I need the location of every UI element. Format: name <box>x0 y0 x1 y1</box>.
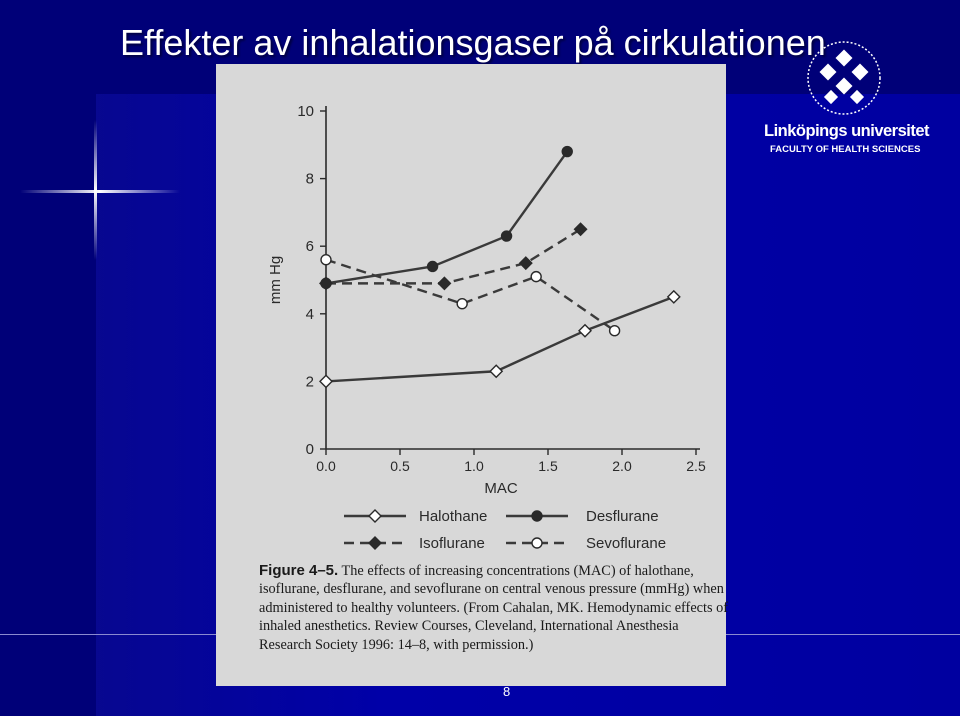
sevoflurane-series-line <box>326 260 615 331</box>
x-tick-label: 0.5 <box>390 458 410 474</box>
slide-title: Effekter av inhalationsgaser på cirkulationen <box>120 22 826 63</box>
x-tick-label: 2.5 <box>686 458 706 474</box>
y-tick-label: 4 <box>305 305 314 323</box>
y-tick-label: 10 <box>297 103 314 120</box>
halothane-legend-label: Halothane <box>419 508 488 525</box>
y-tick-label: 6 <box>305 238 314 256</box>
x-tick-label: 2.0 <box>612 458 632 474</box>
desflurane-data-point <box>428 261 438 271</box>
halothane-data-point <box>320 375 332 387</box>
logo-university-name: Linköpings universitet <box>764 122 930 140</box>
isoflurane-data-point <box>520 257 532 269</box>
logo-faculty-name: FACULTY OF HEALTH SCIENCES <box>770 144 921 155</box>
sevoflurane-data-point <box>610 326 620 336</box>
sevoflurane-data-point <box>321 255 331 265</box>
figure-caption-text: The effects of increasing concentrations (MAC) of halothane, isoflurane, desflurane, and sevoflurane on central venous pressure (mmHg) when administered to healthy volunteers. (From Cahalan, MK. Hemodynamic effects of inhaled anesthetics. Review Courses, Cleveland, International Anesthesia Research Society 1996: 14–8, with permission.) <box>259 563 729 653</box>
isoflurane-data-point <box>575 223 587 235</box>
isoflurane-data-point <box>438 277 450 289</box>
figure-caption <box>259 562 729 654</box>
halothane-data-point <box>668 291 680 303</box>
desflurane-legend-label: Desflurane <box>586 508 659 525</box>
sparkle-decoration-horizontal <box>20 190 180 193</box>
isoflurane-data-point <box>320 277 332 289</box>
halothane-data-point <box>579 325 591 337</box>
y-axis-label: mm Hg <box>267 255 284 305</box>
desflurane-data-point <box>502 231 512 241</box>
page-number: 8 <box>503 684 511 699</box>
y-tick-label: 0 <box>305 441 314 458</box>
sevoflurane-legend-marker <box>532 538 542 548</box>
y-tick-label: 2 <box>305 373 314 391</box>
slide-left-band <box>0 0 96 716</box>
isoflurane-series-line <box>326 229 581 283</box>
sevoflurane-data-point <box>531 272 541 282</box>
x-axis-label: MAC <box>484 480 518 497</box>
isoflurane-legend-label: Isoflurane <box>419 535 485 552</box>
isoflurane-legend-marker <box>369 537 381 549</box>
x-tick-label: 0.0 <box>316 458 336 474</box>
halothane-legend-marker <box>369 510 381 522</box>
university-logo <box>764 40 930 160</box>
x-tick-label: 1.5 <box>538 458 558 474</box>
y-tick-label: 8 <box>305 170 314 188</box>
desflurane-legend-marker <box>532 511 542 521</box>
figure-label: Figure 4–5. <box>259 562 339 579</box>
desflurane-data-point <box>562 147 572 157</box>
sevoflurane-data-point <box>457 299 467 309</box>
liu-crest-icon <box>764 40 924 120</box>
halothane-data-point <box>490 365 502 377</box>
sevoflurane-legend-label: Sevoflurane <box>586 535 667 552</box>
x-tick-label: 1.0 <box>464 458 484 474</box>
